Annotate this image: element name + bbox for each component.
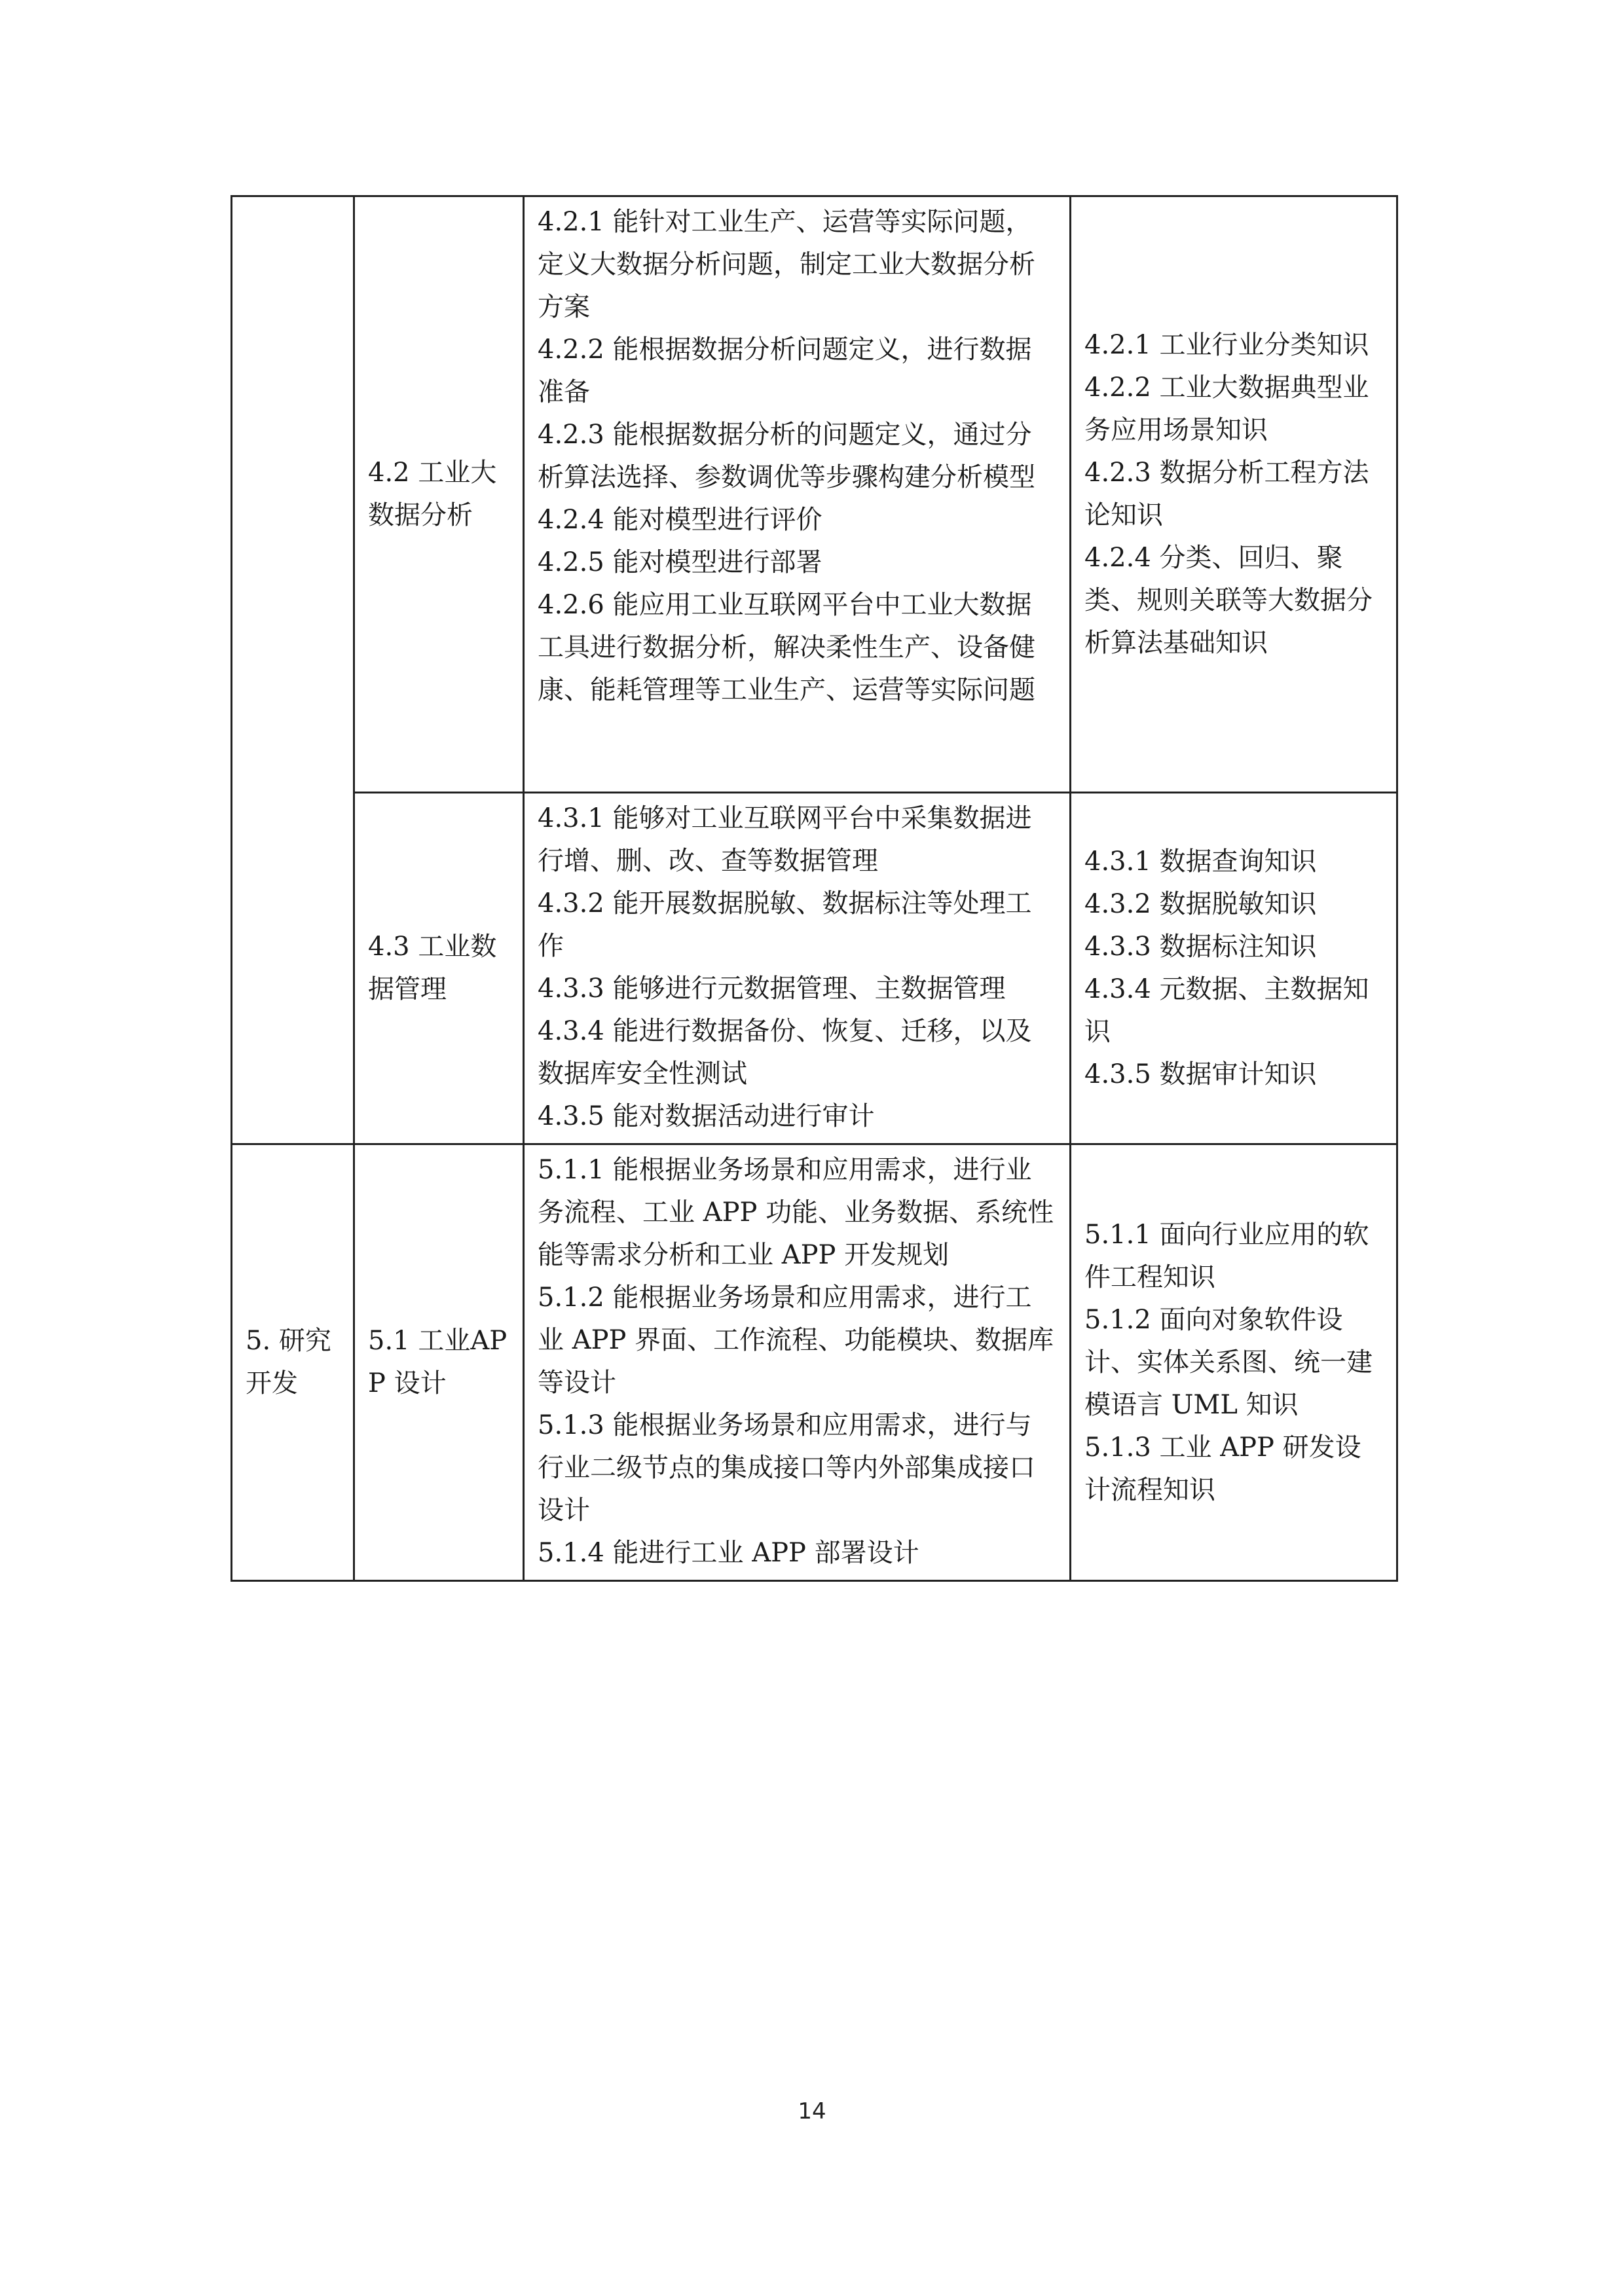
ability-item: 5.1.2 能根据业务场景和应用需求，进行工业 APP 界面、工作流程、功能模块、数据库等设计 (538, 1283, 1054, 1398)
ability-item: 4.2.2 能根据数据分析问题定义，进行数据准备 (538, 335, 1032, 407)
knowledge-item: 4.2.1 工业行业分类知识 (1084, 330, 1369, 360)
abilities-cell (524, 793, 1071, 1144)
table-row (232, 793, 1397, 1144)
knowledge-cell (1071, 1144, 1397, 1581)
ability-item: 5.1.3 能根据业务场景和应用需求，进行与行业二级节点的集成接口等内外部集成接口设计 (538, 1410, 1035, 1525)
category-cell: 5. 研究开发 (232, 1144, 354, 1581)
module-cell: 4.3 工业数据管理 (354, 793, 524, 1144)
abilities-cell (524, 1144, 1071, 1581)
page-number: 14 (798, 2098, 826, 2124)
competency-table-container (231, 195, 1396, 1582)
ability-item: 4.3.3 能够进行元数据管理、主数据管理 (538, 974, 1006, 1004)
ability-item: 4.3.5 能对数据活动进行审计 (538, 1101, 875, 1131)
abilities-cell (524, 196, 1071, 793)
ability-item: 4.2.1 能针对工业生产、运营等实际问题，定义大数据分析问题，制定工业大数据分析方案 (538, 207, 1035, 322)
module-cell: 5.1 工业APP 设计 (354, 1144, 524, 1581)
knowledge-cell (1071, 793, 1397, 1144)
knowledge-item: 4.2.4 分类、回归、聚类、规则关联等大数据分析算法基础知识 (1084, 543, 1373, 658)
ability-item: 4.2.5 能对模型进行部署 (538, 547, 822, 577)
ability-item: 4.2.4 能对模型进行评价 (538, 505, 822, 535)
knowledge-item: 5.1.2 面向对象软件设计、实体关系图、统一建模语言 UML 知识 (1084, 1304, 1373, 1420)
ability-item: 4.3.2 能开展数据脱敏、数据标注等处理工作 (538, 888, 1032, 961)
ability-item: 4.2.3 能根据数据分析的问题定义，通过分析算法选择、参数调优等步骤构建分析模型 (538, 420, 1035, 492)
ability-item: 4.2.6 能应用工业互联网平台中工业大数据工具进行数据分析，解决柔性生产、设备健康、能耗管理等工业生产、运营等实际问题 (538, 590, 1035, 705)
table-row (232, 1144, 1397, 1581)
knowledge-item: 4.3.1 数据查询知识 (1084, 847, 1317, 877)
ability-item: 4.3.1 能够对工业互联网平台中采集数据进行增、删、改、查等数据管理 (538, 803, 1032, 876)
knowledge-item: 4.3.5 数据审计知识 (1084, 1059, 1317, 1089)
ability-item: 5.1.4 能进行工业 APP 部署设计 (538, 1538, 919, 1568)
competency-table (231, 195, 1398, 1582)
knowledge-cell (1071, 196, 1397, 793)
module-cell: 4.2 工业大数据分析 (354, 196, 524, 793)
knowledge-item: 4.3.3 数据标注知识 (1084, 932, 1317, 962)
category-cell (232, 196, 354, 1144)
knowledge-item: 4.3.4 元数据、主数据知识 (1084, 974, 1369, 1047)
knowledge-item: 4.3.2 数据脱敏知识 (1084, 889, 1317, 919)
ability-item: 4.3.4 能进行数据备份、恢复、迁移，以及数据库安全性测试 (538, 1016, 1032, 1089)
knowledge-item: 4.2.2 工业大数据典型业务应用场景知识 (1084, 373, 1369, 445)
knowledge-item: 4.2.3 数据分析工程方法论知识 (1084, 458, 1369, 530)
ability-item: 5.1.1 能根据业务场景和应用需求，进行业务流程、工业 APP 功能、业务数据、系统性能等需求分析和工业 APP 开发规划 (538, 1155, 1054, 1270)
table-row (232, 196, 1397, 793)
knowledge-item: 5.1.1 面向行业应用的软件工程知识 (1084, 1219, 1369, 1292)
knowledge-item: 5.1.3 工业 APP 研发设计流程知识 (1084, 1432, 1361, 1505)
